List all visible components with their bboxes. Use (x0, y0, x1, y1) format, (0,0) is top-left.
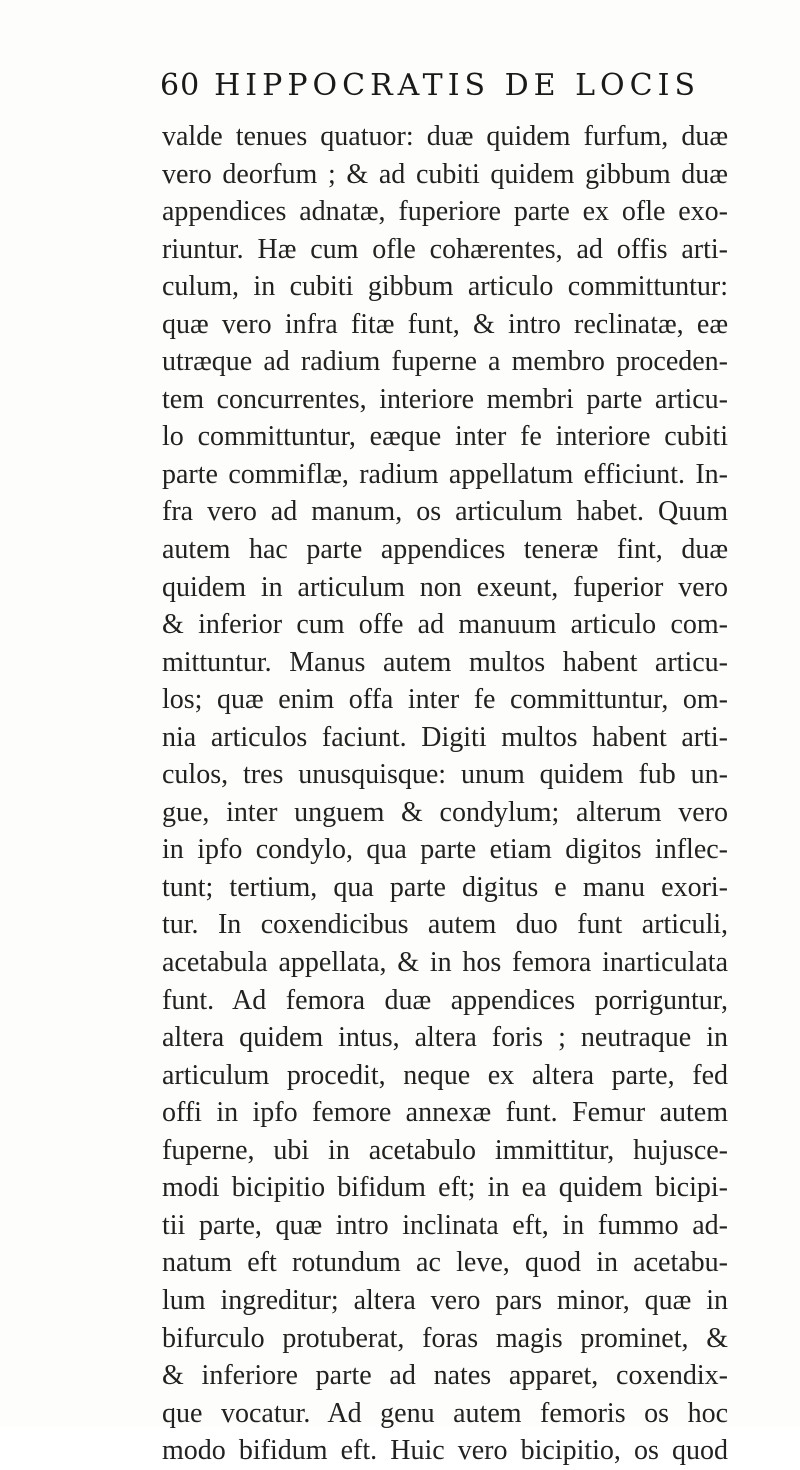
text-line: riuntur. Hæ cum ofle cohærentes, ad offis arti- (162, 233, 728, 265)
text-line: autem hac parte appendices teneræ fint, duæ (162, 534, 728, 566)
text-line: offi in ipfo femore annexæ funt. Femur autem (162, 1097, 728, 1129)
body-text (162, 118, 728, 1470)
text-line: acetabula appellata, & in hos femora inarticulata (162, 947, 728, 979)
text-line: lum ingreditur; altera vero pars minor, quæ in (162, 1284, 728, 1316)
running-head (160, 68, 700, 108)
text-line: tunt; tertium, qua parte digitus e manu exori- (162, 871, 728, 903)
text-line: altera quidem intus, altera foris ; neutraque in (162, 1022, 728, 1054)
text-line: tii parte, quæ intro inclinata eft, in fummo ad- (162, 1209, 728, 1241)
text-line: modo bifidum eft. Huic vero bicipitio, os quod (162, 1435, 728, 1467)
text-line: lo committuntur, eæque inter fe interiore cubiti (162, 421, 728, 453)
page-number: 60 (160, 68, 201, 103)
text-line: bifurculo protuberat, foras magis prominet, & (162, 1322, 728, 1354)
text-line: natum eft rotundum ac leve, quod in acetabu- (162, 1247, 728, 1279)
text-line: vero deorfum ; & ad cubiti quidem gibbum duæ (162, 158, 728, 190)
text-line: que vocatur. Ad genu autem femoris os hoc (162, 1397, 728, 1429)
text-line: & inferiore parte ad nates apparet, coxendix- (162, 1360, 728, 1392)
text-line: valde tenues quatuor: duæ quidem furfum, duæ (162, 121, 728, 152)
text-line: articulum procedit, neque ex altera parte, fed (162, 1059, 728, 1091)
text-line: los; quæ enim offa inter fe committuntur, om- (162, 684, 728, 716)
text-line: funt. Ad femora duæ appendices porriguntur, (162, 984, 728, 1016)
text-line: utræque ad radium fuperne a membro proceden- (162, 346, 728, 378)
text-line: culos, tres unusquisque: unum quidem fub un- (162, 759, 728, 791)
text-line: & inferior cum offe ad manuum articulo com- (162, 609, 728, 641)
text-line: quæ vero infra fitæ funt, & intro reclinatæ, eæ (162, 308, 728, 340)
text-line: gue, inter unguem & condylum; alterum vero (162, 796, 728, 828)
text-line: appendices adnatæ, fuperiore parte ex ofle exo- (162, 196, 728, 228)
text-line: tur. In coxendicibus autem duo funt articuli, (162, 909, 728, 941)
running-title: HIPPOCRATIS DE LOCIS (214, 68, 700, 103)
text-line: mittuntur. Manus autem multos habent articu- (162, 646, 728, 678)
text-line: nia articulos faciunt. Digiti multos habent arti- (162, 721, 728, 753)
text-line: modi bicipitio bifidum eft; in ea quidem bicipi- (162, 1172, 728, 1204)
text-line: fuperne, ubi in acetabulo immittitur, hujusce- (162, 1134, 728, 1166)
text-line: in ipfo condylo, qua parte etiam digitos inflec- (162, 834, 728, 866)
text-line: parte commiflæ, radium appellatum efficiunt. In- (162, 458, 728, 490)
text-line: tem concurrentes, interiore membri parte articu- (162, 383, 728, 415)
text-line: culum, in cubiti gibbum articulo committuntur: (162, 271, 728, 303)
text-line: fra vero ad manum, os articulum habet. Quum (162, 496, 728, 528)
text-line: quidem in articulum non exeunt, fuperior vero (162, 571, 728, 603)
